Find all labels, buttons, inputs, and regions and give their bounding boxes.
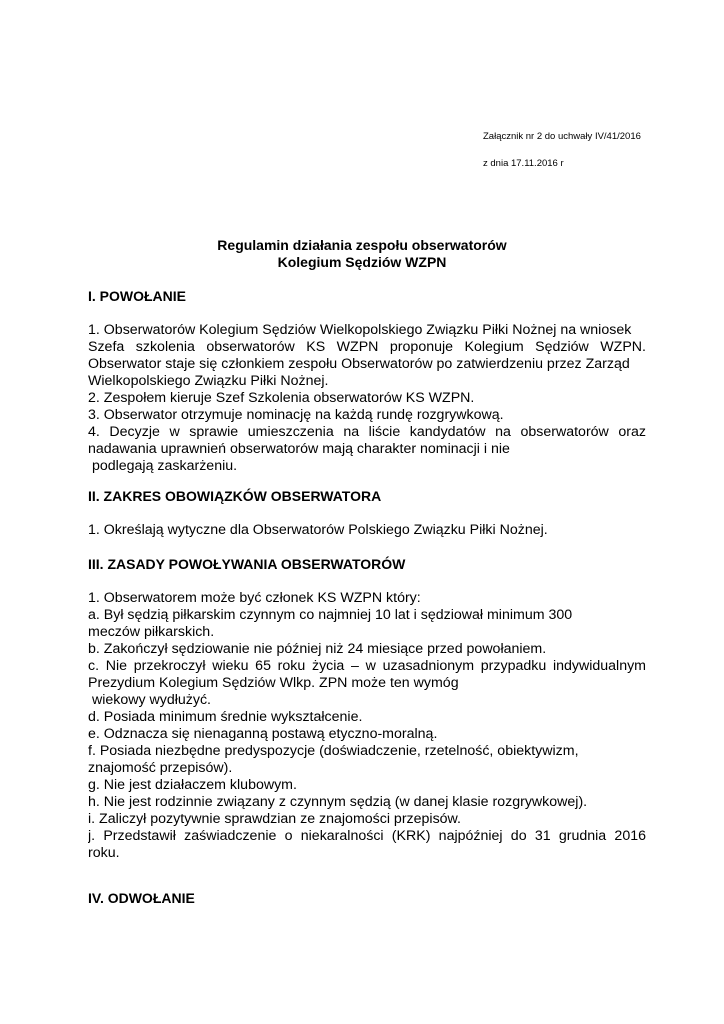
section-heading-odwolanie: IV. ODWOŁANIE bbox=[88, 890, 195, 906]
document-title-line-2: Kolegium Sędziów WZPN bbox=[277, 254, 447, 270]
paragraph-line: b. Zakończył sędziowanie nie później niż 24 miesiące przed powołaniem. bbox=[88, 641, 547, 657]
paragraph-line: d. Posiada minimum średnie wykształcenie. bbox=[88, 709, 363, 725]
annex-reference: Załącznik nr 2 do uchwały IV/41/2016 bbox=[483, 131, 641, 142]
paragraph-line: c. Nie przekroczył wieku 65 roku życia – w uzasadnionym przypadku indywidualnym bbox=[88, 658, 646, 674]
paragraph-line: Obserwator staje się członkiem zespołu Obserwatorów po zatwierdzeniu przez Zarząd bbox=[88, 356, 630, 372]
paragraph-line: a. Był sędzią piłkarskim czynnym co najmniej 10 lat i sędziował minimum 300 bbox=[88, 607, 573, 623]
section-body-zasady bbox=[88, 590, 646, 862]
section-heading-powolanie: I. POWOŁANIE bbox=[88, 288, 186, 304]
paragraph-line: h. Nie jest rodzinnie związany z czynnym sędzią (w danej klasie rozgrywkowej). bbox=[88, 794, 588, 810]
paragraph-line: meczów piłkarskich. bbox=[88, 624, 215, 640]
document-title-line-1: Regulamin działania zespołu obserwatorów bbox=[217, 237, 507, 253]
paragraph-line: 2. Zespołem kieruje Szef Szkolenia obserwatorów KS WZPN. bbox=[88, 390, 475, 406]
paragraph-line: i. Zaliczył pozytywnie sprawdzian ze znajomości przepisów. bbox=[88, 811, 461, 827]
paragraph-line: j. Przedstawił zaświadczenie o niekaralności (KRK) najpóźniej do 31 grudnia 2016 bbox=[88, 828, 646, 844]
annex-date: z dnia 17.11.2016 r bbox=[483, 158, 564, 169]
paragraph-line: nadawania uprawnień obserwatorów mają charakter nominacji i nie bbox=[88, 441, 510, 457]
paragraph-line: 4. Decyzje w sprawie umieszczenia na liście kandydatów na obserwatorów oraz bbox=[88, 424, 646, 440]
paragraph-line: znajomość przepisów). bbox=[88, 760, 233, 776]
paragraph-line: 3. Obserwator otrzymuje nominację na każdą rundę rozgrywkową. bbox=[88, 407, 504, 423]
paragraph-line: wiekowy wydłużyć. bbox=[88, 692, 211, 708]
paragraph-line: 1. Obserwatorem może być członek KS WZPN który: bbox=[88, 590, 421, 606]
section-body-zakres bbox=[88, 522, 646, 539]
paragraph-line: Prezydium Kolegium Sędziów Wlkp. ZPN może ten wymóg bbox=[88, 675, 459, 691]
paragraph-line: 1. Obserwatorów Kolegium Sędziów Wielkopolskiego Związku Piłki Nożnej na wniosek bbox=[88, 322, 632, 338]
section-heading-zasady: III. ZASADY POWOŁYWANIA OBSERWATORÓW bbox=[88, 556, 406, 572]
paragraph-line: podlegają zaskarżeniu. bbox=[88, 458, 238, 474]
paragraph-line: g. Nie jest działaczem klubowym. bbox=[88, 777, 297, 793]
paragraph-line: Szefa szkolenia obserwatorów KS WZPN proponuje Kolegium Sędziów WZPN. bbox=[88, 339, 646, 355]
document-title bbox=[88, 237, 636, 271]
paragraph-line: 1. Określają wytyczne dla Obserwatorów Polskiego Związku Piłki Nożnej. bbox=[88, 522, 548, 538]
paragraph-line: Wielkopolskiego Związku Piłki Nożnej. bbox=[88, 373, 329, 389]
paragraph-line: f. Posiada niezbędne predyspozycje (doświadczenie, rzetelność, obiektywizm, bbox=[88, 743, 579, 759]
paragraph-line: e. Odznacza się nienaganną postawą etyczno-moralną. bbox=[88, 726, 438, 742]
section-body-powolanie bbox=[88, 322, 646, 475]
section-heading-zakres: II. ZAKRES OBOWIĄZKÓW OBSERWATORA bbox=[88, 488, 382, 504]
paragraph-line: roku. bbox=[88, 845, 120, 861]
